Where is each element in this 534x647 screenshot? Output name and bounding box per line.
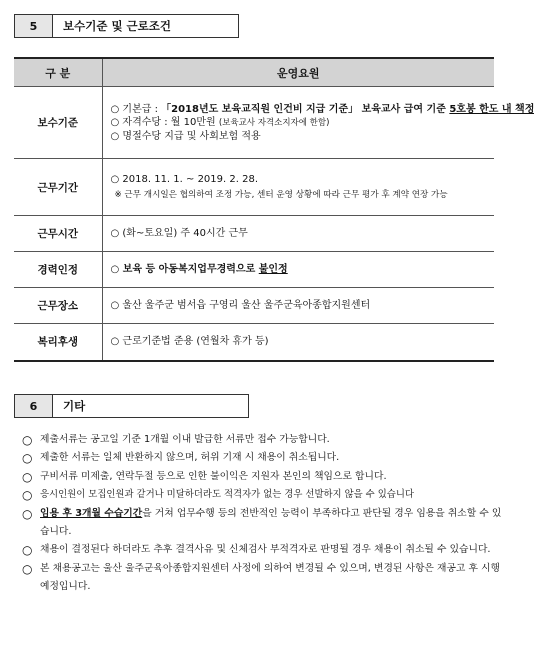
- header-category: 구 분: [14, 58, 102, 87]
- list-item-text: 제출서류는 공고일 기준 1개월 이내 발급한 서류만 접수 가능합니다.: [40, 434, 330, 445]
- experience-text: ○ 보육 등 아동복지업무경력으로: [110, 264, 259, 275]
- row-content: [102, 159, 494, 216]
- table-row-period: [14, 159, 494, 216]
- list-item: [22, 486, 502, 504]
- table-row-welfare: [14, 324, 494, 361]
- section6-number: 6: [14, 394, 53, 418]
- bullet-circle-icon: ○: [22, 433, 33, 447]
- salary-l2-prefix: ○ 자격수당 : 월 10만원: [110, 116, 219, 128]
- misc-list: [22, 431, 502, 597]
- bullet-circle-icon: ○: [22, 488, 33, 503]
- list-item-text: 응시인원이 모집인원과 같거나 미달하더라도 적격자가 없는 경우 선발하지 않을 수 있습니다: [40, 489, 414, 501]
- period-dates: ○ 2018. 11. 1. ~ 2019. 2. 28.: [110, 173, 258, 185]
- list-item-text: 제출한 서류는 일체 반환하지 않으며, 허위 기재 시 채용이 취소됩니다.: [40, 452, 340, 464]
- table-row-experience: [14, 252, 494, 288]
- bullet-circle-icon: ○: [22, 451, 33, 466]
- section5-title: 보수기준 및 근로조건: [53, 14, 239, 38]
- row-label: 보수기준: [14, 87, 102, 159]
- list-item-text: 채용이 결정된다 하더라도 추후 결격사유 및 신체검사 부적격자로 판명될 경우 채용이 취소될 수 있습니다.: [40, 544, 491, 556]
- list-item-text: 구비서류 미제출, 연락두절 등으로 인한 불이익은 지원자 본인의 책임으로 합니다.: [40, 470, 387, 482]
- bullet-circle-icon: ○: [22, 469, 33, 484]
- period-note: ※ 근무 개시일은 협의하여 조정 가능, 센터 운영 상황에 따라 근무 평가 후 계약 연장 가능: [114, 189, 448, 200]
- section5-number: 5: [14, 14, 53, 38]
- row-label: 근무기간: [14, 159, 102, 216]
- probation-underlined: 임용 후 3개월 수습기간: [40, 507, 143, 519]
- row-label: 복리후생: [14, 324, 102, 361]
- list-item: [22, 468, 502, 486]
- list-item-text: [40, 505, 502, 542]
- row-content: ○ 울산 울주군 범서읍 구영리 울산 울주군육아종합지원센터: [102, 288, 494, 324]
- section5-header: [14, 14, 239, 38]
- row-label: 근무시간: [14, 216, 102, 252]
- section6-header: [14, 394, 249, 418]
- bullet-circle-icon: ○: [22, 561, 33, 576]
- table-row-salary: [14, 87, 494, 159]
- salary-l2-small: (보육교사 자격소지자에 한함): [218, 117, 330, 128]
- salary-line-3: ○ 명절수당 지급 및 사회보험 적용: [110, 130, 261, 142]
- experience-underlined: 불인정: [258, 264, 288, 275]
- probation-rest: 을 거쳐 업무수행 등의 전반적인 능력이 부족하다고 판단될 경우 임용을 취소할 수 있습니다.: [40, 507, 502, 538]
- table-row-place: [14, 288, 494, 324]
- table-row-hours: [14, 216, 494, 252]
- salary-line-2: [111, 116, 494, 130]
- row-content: ○ 근로기준법 준용 (연월차 휴가 등): [102, 324, 494, 361]
- bullet-circle-icon: ○: [22, 506, 33, 521]
- section6-title: 기타: [53, 394, 249, 418]
- list-item: [22, 449, 502, 467]
- bullet-circle-icon: ○: [22, 543, 33, 558]
- list-item: [22, 541, 502, 559]
- row-content: [102, 87, 534, 159]
- salary-l1-mid: 보육교사 급여 기준: [358, 103, 450, 115]
- salary-l1-bold: 「2018년도 보육교직원 인건비 지급 기준」: [161, 103, 359, 115]
- salary-l1-prefix: ○ 기본급 :: [110, 103, 162, 115]
- list-item-text: 본 채용공고는 울산 울주군육아종합지원센터 사정에 의하여 변경될 수 있으며, 변경된 사항은 재공고 후 시행 예정입니다.: [40, 562, 501, 593]
- table-header-row: [14, 58, 494, 87]
- list-item: [22, 505, 502, 542]
- row-content: [102, 252, 494, 288]
- list-item: [22, 560, 502, 597]
- conditions-table: [14, 57, 534, 362]
- row-label: 경력인정: [14, 252, 102, 288]
- salary-l1-underlined: 5호봉 한도 내 책정: [449, 103, 534, 115]
- list-item: [22, 431, 502, 449]
- salary-line-1: [110, 103, 534, 116]
- row-label: 근무장소: [14, 288, 102, 324]
- row-content: ○ (화~토요일) 주 40시간 근무: [102, 216, 494, 252]
- header-content: 운영요원: [102, 58, 494, 87]
